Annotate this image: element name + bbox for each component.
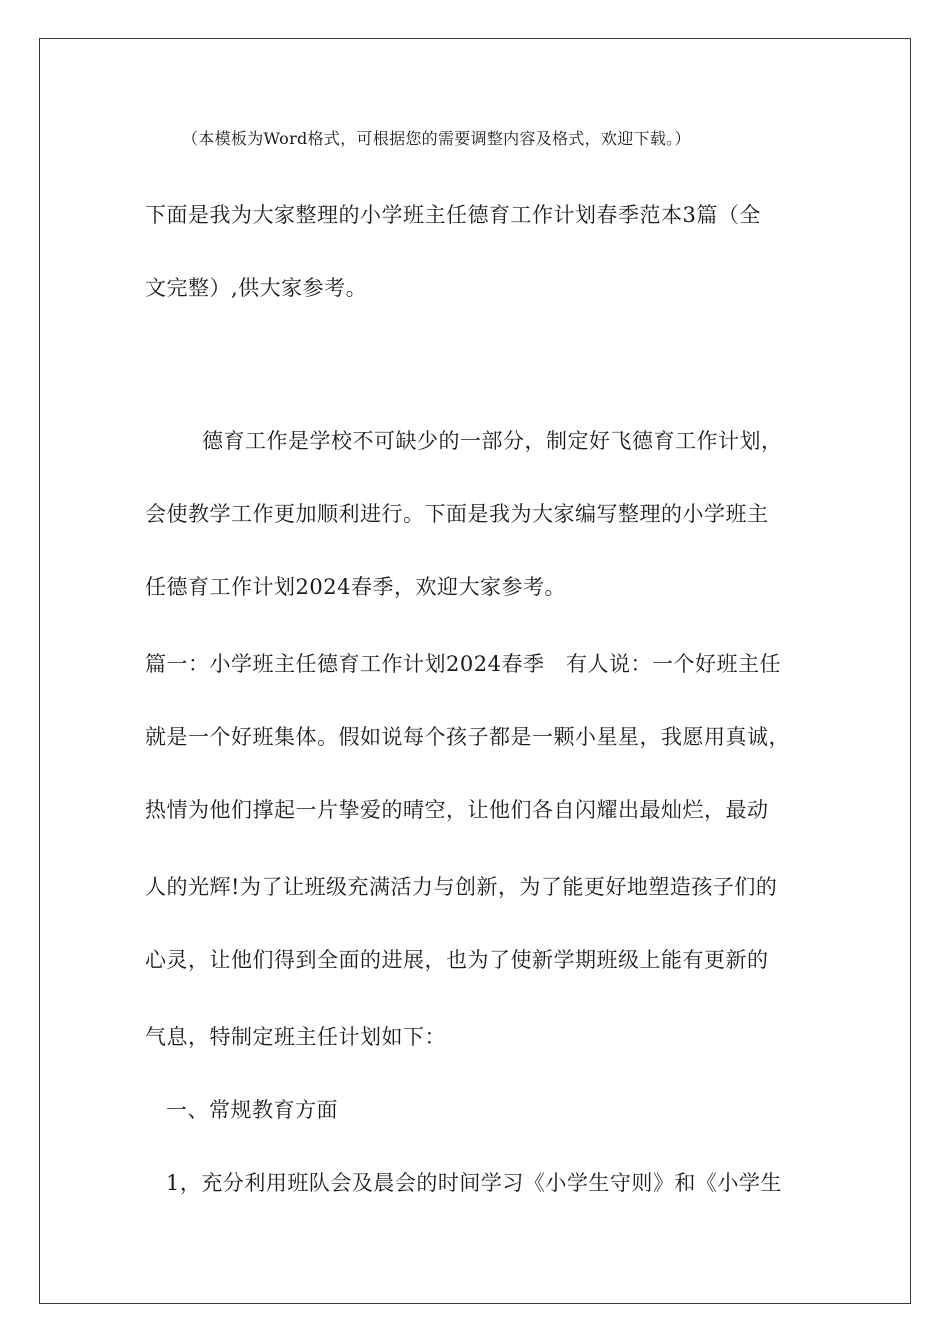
paragraph-1-line-3: 任德育工作计划2024春季，欢迎大家参考。 bbox=[145, 575, 566, 599]
template-notice: （本模板为Word格式，可根据您的需要调整内容及格式，欢迎下载。） bbox=[182, 129, 691, 148]
intro-line-1: 下面是我为大家整理的小学班主任德育工作计划春季范本3篇（全 bbox=[145, 203, 761, 227]
article-1-line-3: 热情为他们撑起一片挚爱的晴空，让他们各自闪耀出最灿烂，最动 bbox=[145, 798, 769, 822]
article-1-heading-line: 篇一：小学班主任德育工作计划2024春季 有人说：一个好班主任 bbox=[145, 652, 781, 676]
article-1-line-6: 气息，特制定班主任计划如下： bbox=[145, 1025, 446, 1049]
article-1-line-4: 人的光辉!为了让班级充满活力与创新，为了能更好地塑造孩子们的 bbox=[145, 875, 778, 899]
intro-line-2: 文完整）,供大家参考。 bbox=[145, 276, 368, 300]
section-heading-routine-education: 一、常规教育方面 bbox=[166, 1098, 338, 1122]
paragraph-1-line-2: 会使教学工作更加顺利进行。下面是我为大家编写整理的小学班主 bbox=[145, 502, 769, 526]
section-item-1: 1，充分利用班队会及晨会的时间学习《小学生守则》和《小学生 bbox=[166, 1171, 782, 1195]
article-1-line-5: 心灵，让他们得到全面的进展，也为了使新学期班级上能有更新的 bbox=[145, 948, 769, 972]
article-1-line-2: 就是一个好班集体。假如说每个孩子都是一颗小星星，我愿用真诚， bbox=[145, 725, 790, 749]
paragraph-1-line-1: 德育工作是学校不可缺少的一部分，制定好飞德育工作计划， bbox=[202, 429, 783, 453]
